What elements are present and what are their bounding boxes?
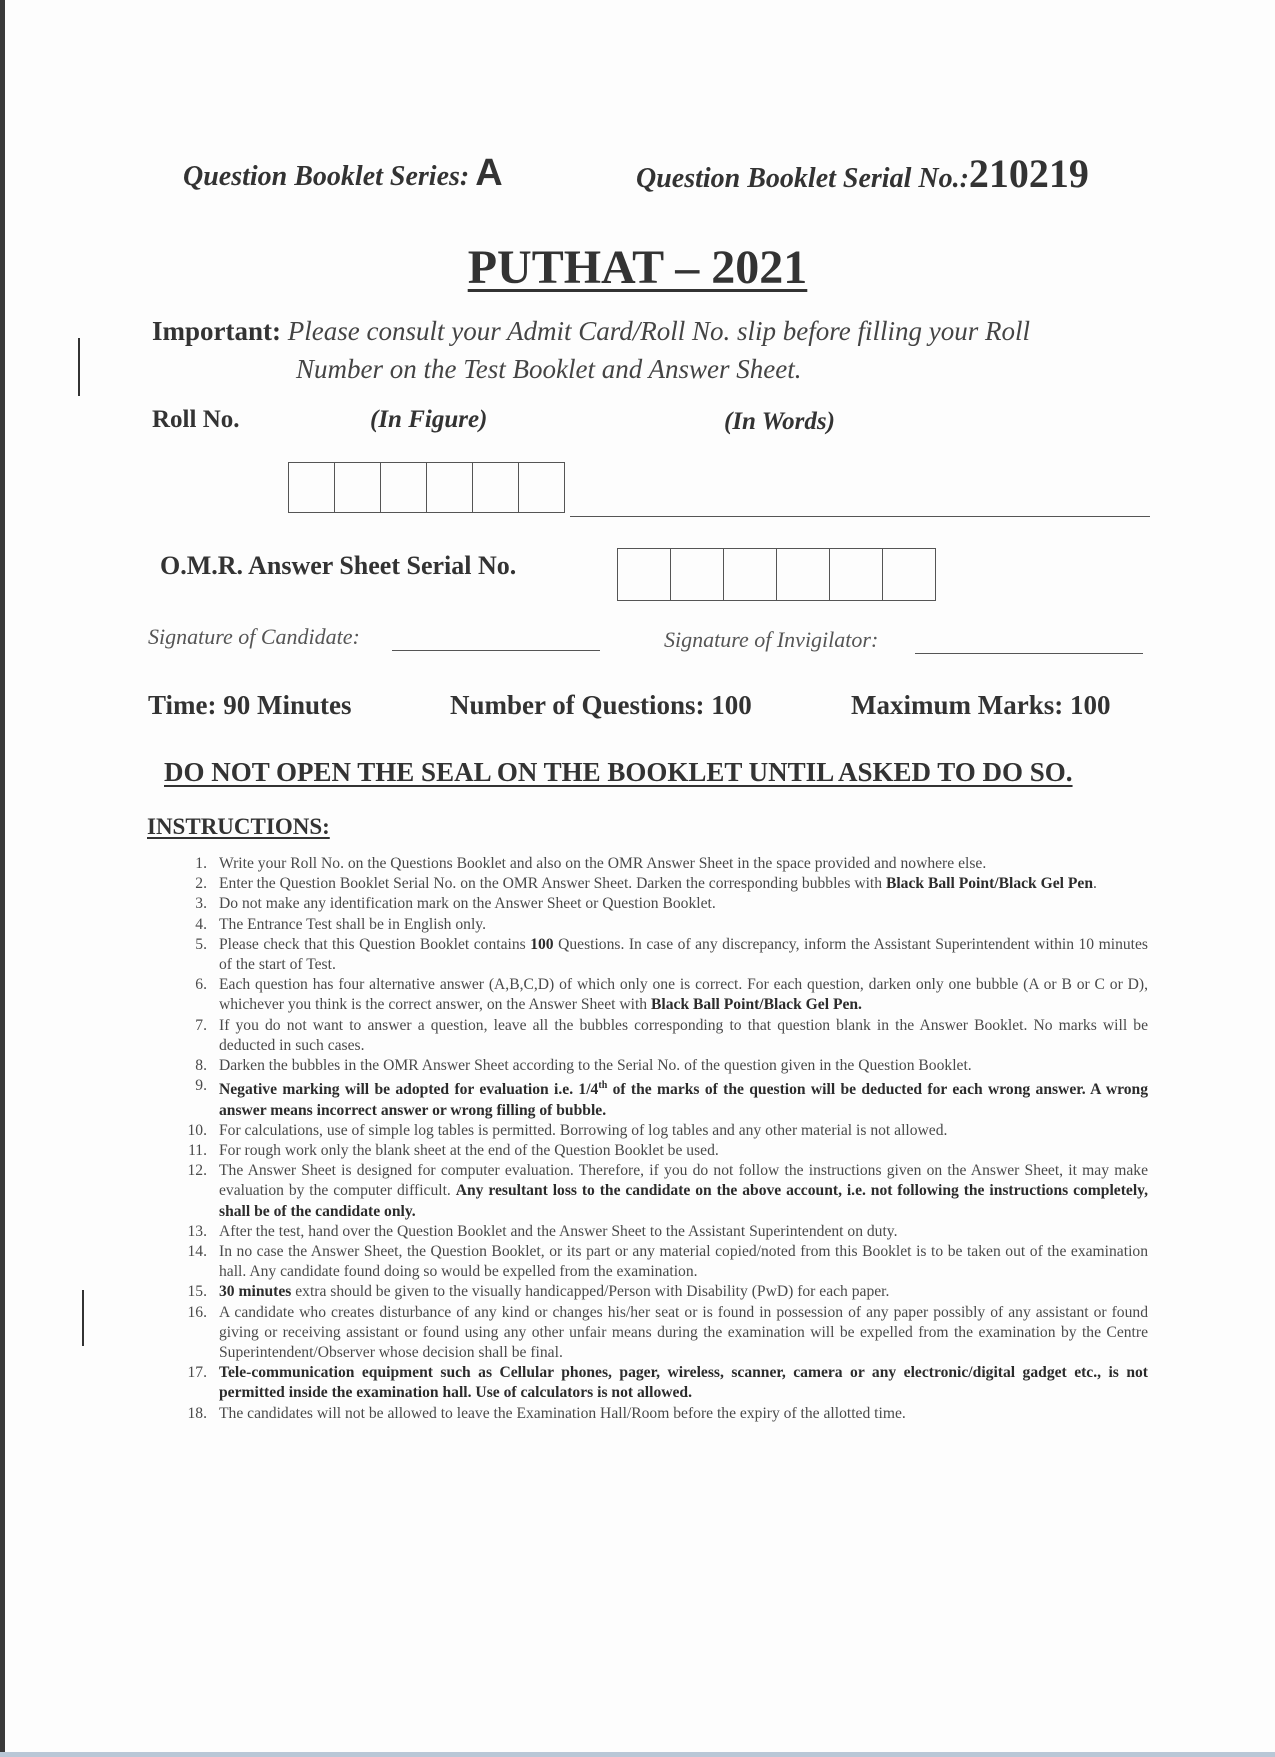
instruction-number: 2.: [195, 875, 207, 893]
omr-digit-box[interactable]: [883, 549, 935, 600]
roll-digit-box[interactable]: [381, 463, 427, 512]
instruction-text: For calculations, use of simple log tables is permitted. Borrowing of log tables and any other material is not allowed.: [219, 1121, 948, 1139]
instruction-item: [160, 894, 1148, 914]
instruction-item: [160, 1242, 1148, 1282]
booklet-serial-value: 210219: [968, 151, 1089, 196]
instruction-item: [160, 915, 1148, 935]
instruction-number: 18.: [187, 1404, 207, 1422]
questions-info: Number of Questions: 100: [450, 690, 752, 720]
invigilator-signature-line[interactable]: [915, 653, 1143, 654]
instruction-item: [160, 854, 1148, 874]
instruction-item: [160, 935, 1148, 975]
instruction-text: Please check that this Question Booklet contains 100 Questions. In case of any discrepancy, inform the Assistant Superintendent within 10 minutes of the start of Test.: [219, 935, 1148, 974]
roll-no-label: Roll No.: [152, 406, 240, 433]
instruction-number: 4.: [195, 915, 207, 933]
roll-in-words-line[interactable]: [570, 516, 1150, 517]
roll-digit-box[interactable]: [473, 463, 519, 512]
instruction-number: 16.: [187, 1303, 207, 1321]
booklet-serial-label: Question Booklet Serial No.:: [636, 163, 969, 194]
important-note: [152, 312, 1152, 388]
scan-mark: [78, 338, 80, 396]
instruction-item: [160, 1056, 1148, 1076]
omr-serial-boxes[interactable]: [617, 548, 936, 601]
seal-warning: DO NOT OPEN THE SEAL ON THE BOOKLET UNTIL ASKED TO DO SO.: [164, 757, 1073, 787]
instruction-text: In no case the Answer Sheet, the Question Booklet, or its part or any material copied/noted from this Booklet is to be taken out of the examination hall. Any candidate found doing so would be expelled from the examination.: [219, 1243, 1148, 1281]
instruction-text: Each question has four alternative answer (A,B,C,D) of which only one is correct. For each question, darken only one bubble (A or B or C or D), whichever you think is the correct answer, on the Answer Sheet with Black Ball Point/Black Gel Pen.: [219, 976, 1148, 1014]
instruction-item: [160, 1161, 1148, 1222]
instruction-number: 7.: [195, 1016, 207, 1034]
instruction-text: Darken the bubbles in the OMR Answer Sheet according to the Serial No. of the question given in the Question Booklet.: [219, 1057, 972, 1075]
instruction-number: 10.: [187, 1121, 207, 1139]
instruction-text: If you do not want to answer a question, leave all the bubbles corresponding to that question blank in the Answer Booklet. No marks will be deducted in such cases.: [219, 1016, 1148, 1054]
instruction-number: 13.: [187, 1222, 207, 1240]
roll-digit-box[interactable]: [519, 463, 564, 512]
roll-number-boxes[interactable]: [288, 462, 565, 513]
booklet-serial: [636, 150, 1089, 197]
instruction-number: 15.: [187, 1283, 207, 1301]
instruction-text: The Answer Sheet is designed for computer evaluation. Therefore, if you do not follow the instructions given on the Answer Sheet, it may make evaluation by the computer difficult. Any resultant loss to the candidate on the above account, i.e. not following the instructions completely, shall be of the candidate only.: [219, 1162, 1148, 1220]
instruction-item: [160, 1222, 1148, 1242]
important-text-line1: Please consult your Admit Card/Roll No. slip before filling your Roll: [287, 316, 1030, 346]
scan-mark: [82, 1290, 84, 1346]
invigilator-signature-label: Signature of Invigilator:: [664, 627, 879, 652]
instruction-text: 30 minutes extra should be given to the visually handicapped/Person with Disability (PwD) for each paper.: [219, 1283, 890, 1301]
instruction-item: [160, 874, 1148, 894]
instruction-item: [160, 1363, 1148, 1403]
instruction-number: 5.: [195, 935, 207, 953]
instruction-text: For rough work only the blank sheet at the end of the Question Booklet be used.: [219, 1142, 719, 1160]
candidate-signature-label: Signature of Candidate:: [148, 624, 360, 649]
omr-digit-box[interactable]: [777, 549, 830, 600]
instruction-item: [160, 1121, 1148, 1141]
instruction-item: [160, 1016, 1148, 1056]
important-text-line2: Number on the Test Booklet and Answer Sheet.: [296, 354, 802, 384]
instruction-text: A candidate who creates disturbance of any kind or changes his/her seat or is found in possession of any paper possibly of any assistant or found giving or receiving assistant or found using any other unfair means during the examination will be expelled from the examination by the Centre Superintendent/Observer whose decision shall be final.: [219, 1303, 1148, 1362]
instruction-item: [160, 975, 1148, 1015]
instruction-text: Enter the Question Booklet Serial No. on the OMR Answer Sheet. Darken the corresponding bubbles with Black Ball Point/Black Gel Pen.: [219, 875, 1097, 893]
instruction-text: The candidates will not be allowed to leave the Examination Hall/Room before the expiry of the allotted time.: [219, 1404, 906, 1422]
omr-digit-box[interactable]: [830, 549, 883, 600]
scan-bottom-edge: [0, 1752, 1275, 1757]
booklet-series-value: A: [475, 152, 503, 194]
roll-in-words-label: (In Words): [724, 408, 835, 435]
omr-digit-box[interactable]: [671, 549, 724, 600]
omr-digit-box[interactable]: [618, 549, 671, 600]
instruction-number: 3.: [195, 895, 207, 913]
instructions-heading: INSTRUCTIONS:: [147, 814, 330, 839]
instruction-text: Tele-communication equipment such as Cellular phones, pager, wireless, scanner, camera or any electronic/digital gadget etc., is not permitted inside the examination hall. Use of calculators is not allowed.: [219, 1364, 1148, 1402]
instruction-number: 17.: [187, 1364, 207, 1382]
page-title: [0, 240, 1275, 295]
instruction-text: After the test, hand over the Question Booklet and the Answer Sheet to the Assistant Superintendent on duty.: [219, 1222, 898, 1240]
instruction-item: [160, 1282, 1148, 1302]
instruction-text: Write your Roll No. on the Questions Booklet and also on the OMR Answer Sheet in the space provided and nowhere else.: [219, 855, 987, 872]
time-info: Time: 90 Minutes: [148, 690, 352, 720]
instruction-text: Negative marking will be adopted for evaluation i.e. 1/4th of the marks of the question will be deducted for each wrong answer. A wrong answer means incorrect answer or wrong filling of bubble.: [219, 1080, 1148, 1119]
omr-digit-box[interactable]: [724, 549, 777, 600]
roll-digit-box[interactable]: [335, 463, 381, 512]
instruction-number: 6.: [195, 976, 207, 994]
instruction-number: 12.: [187, 1162, 207, 1180]
instruction-item: [160, 1404, 1148, 1424]
instruction-text: Do not make any identification mark on the Answer Sheet or Question Booklet.: [219, 895, 716, 913]
page-title-text: PUTHAT – 2021: [467, 241, 808, 294]
instruction-item: [160, 1076, 1148, 1121]
instruction-item: [160, 1303, 1148, 1364]
instruction-item: [160, 1141, 1148, 1161]
booklet-series-label: Question Booklet Series:: [183, 161, 470, 192]
booklet-series: [183, 152, 503, 195]
instruction-number: 8.: [195, 1057, 207, 1075]
instruction-number: 14.: [187, 1243, 207, 1261]
marks-info: Maximum Marks: 100: [851, 690, 1111, 720]
instruction-number: 1.: [195, 855, 207, 872]
instruction-number: 9.: [195, 1077, 207, 1095]
roll-in-figure-label: (In Figure): [370, 406, 488, 433]
important-label: Important:: [152, 316, 281, 346]
omr-serial-label: O.M.R. Answer Sheet Serial No.: [160, 551, 517, 580]
instruction-text: The Entrance Test shall be in English only.: [219, 915, 486, 933]
roll-digit-box[interactable]: [427, 463, 473, 512]
roll-digit-box[interactable]: [289, 463, 335, 512]
instructions-list: [160, 854, 1148, 1424]
instruction-number: 11.: [188, 1142, 207, 1160]
candidate-signature-line[interactable]: [392, 650, 600, 651]
